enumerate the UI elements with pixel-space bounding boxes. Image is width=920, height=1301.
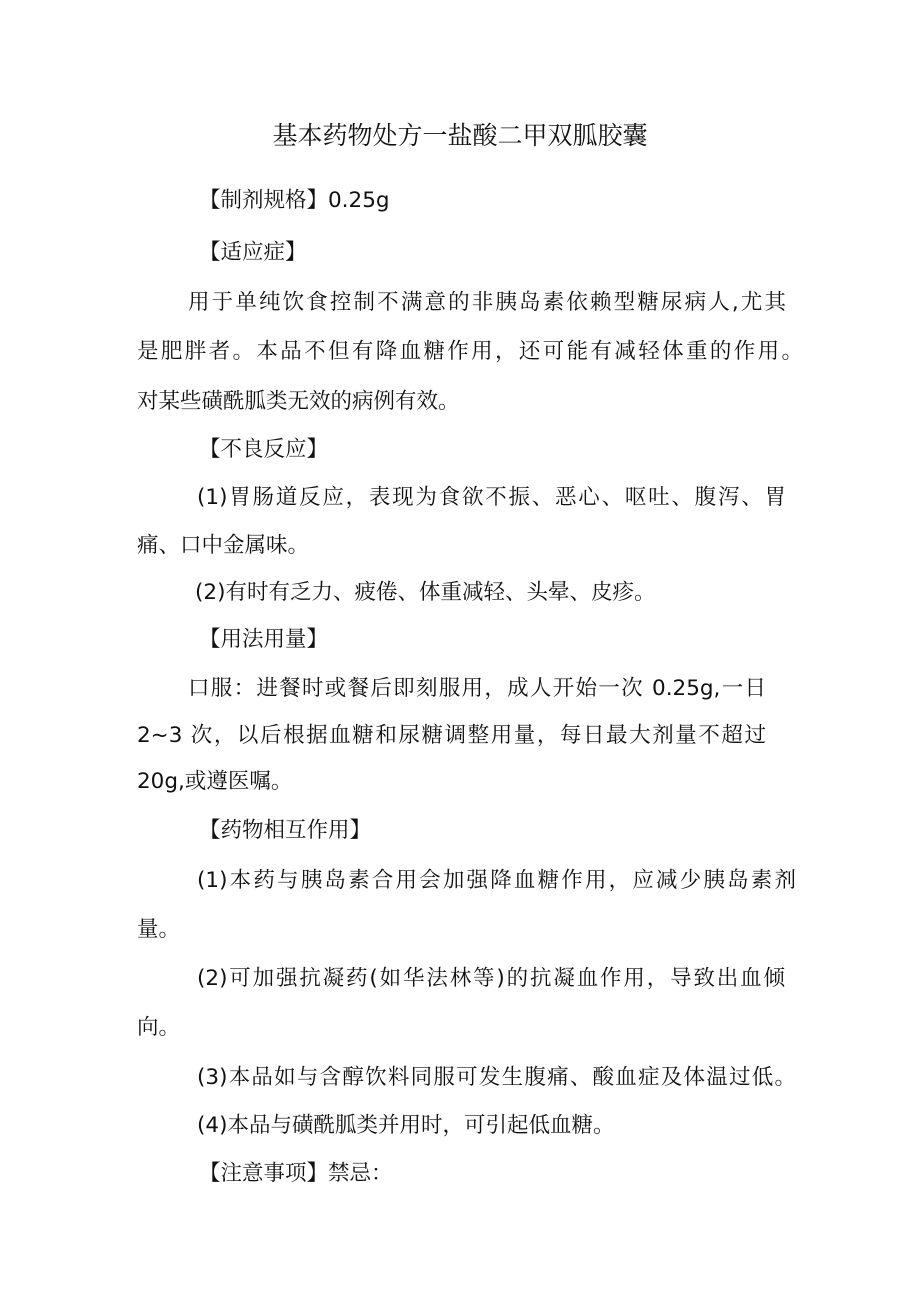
dosage-text-line: 2~3 次，以后根据血糖和尿糖调整用量，每日最大剂量不超过 (137, 723, 766, 748)
adverse-text-line: (2)有时有乏力、疲倦、体重减轻、头晕、皮疹。 (195, 580, 656, 605)
interaction-text-line: (1)本药与胰岛素合用会加强降血糖作用，应减少胰岛素剂 (197, 868, 796, 893)
precaution-heading: 【注意事项】禁忌： (199, 1161, 393, 1186)
adverse-heading: 【不良反应】 (199, 437, 329, 462)
spec-line: 【制剂规格】0.25g (199, 188, 390, 213)
dosage-text-line: 20g,或遵医嘱。 (137, 769, 293, 794)
interaction-text-line: 量。 (137, 917, 181, 942)
indication-text-line: 用于单纯饮食控制不满意的非胰岛素依赖型糖尿病人,尤其 (188, 290, 786, 315)
interaction-text-line: (4)本品与磺酰胍类并用时，可引起低血糖。 (197, 1113, 615, 1138)
dosage-heading: 【用法用量】 (199, 627, 329, 652)
indication-heading: 【适应症】 (199, 240, 307, 265)
interaction-heading: 【药物相互作用】 (199, 818, 372, 843)
interaction-text-line: 向。 (137, 1015, 181, 1040)
adverse-text-line: (1)胃肠道反应，表现为食欲不振、恶心、呕吐、腹泻、胃 (197, 485, 786, 510)
interaction-text-line: (3)本品如与含醇饮料同服可发生腹痛、酸血症及体温过低。 (197, 1065, 796, 1090)
indication-text-line: 是肥胖者。本品不但有降血糖作用，还可能有减轻体重的作用。 (137, 339, 803, 364)
interaction-text-line: (2)可加强抗凝药(如华法林等)的抗凝血作用，导致出血倾 (197, 966, 785, 991)
dosage-text-line: 口服：进餐时或餐后即刻服用，成人开始一次 0.25g,一日 (188, 676, 766, 701)
adverse-text-line: 痛、口中金属味。 (137, 533, 310, 558)
indication-text-line: 对某些磺酰胍类无效的病例有效。 (137, 389, 460, 414)
document-title: 基本药物处方一盐酸二甲双胍胶囊 (272, 121, 648, 150)
